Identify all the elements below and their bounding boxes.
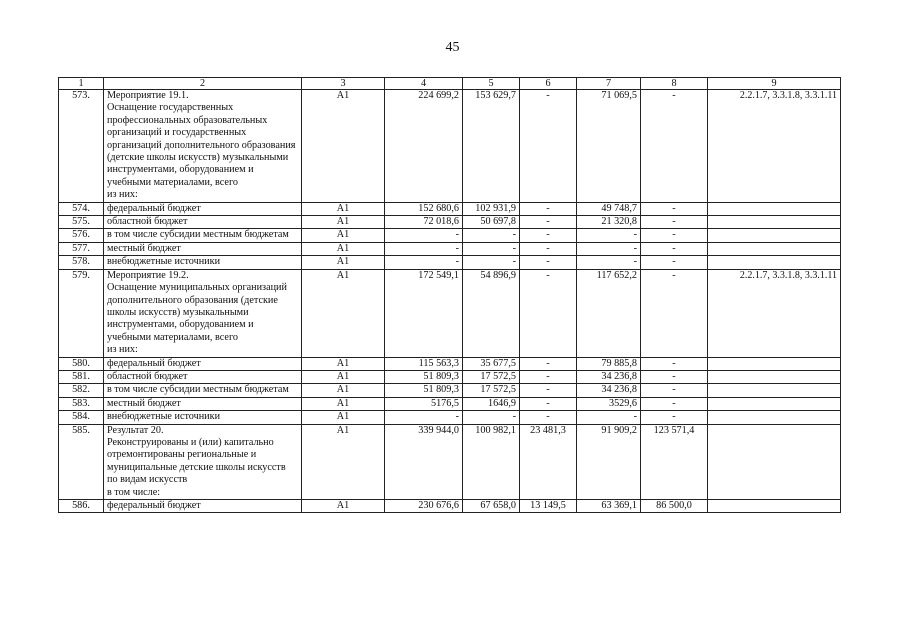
row-number: 576. (59, 229, 104, 242)
row-col-8: - (641, 357, 708, 370)
row-col-6: - (520, 370, 577, 383)
row-col-8: - (641, 370, 708, 383)
row-name: Мероприятие 19.1. Оснащение государственных профессиональных образовательных организаций и государственных организаций дополнительного образования (детские школы искусств) музыкальными инструментами, оборудованием и учебными материалами, всего из них: (104, 90, 302, 203)
table-row (59, 500, 841, 513)
row-name: местный бюджет (104, 397, 302, 410)
row-col-8: - (641, 229, 708, 242)
row-number: 584. (59, 411, 104, 424)
row-col-9 (708, 357, 841, 370)
row-col-7: 49 748,7 (577, 202, 641, 215)
header-col-5: 5 (463, 78, 520, 90)
header-col-9: 9 (708, 78, 841, 90)
row-col-9 (708, 384, 841, 397)
row-code: А1 (302, 216, 385, 229)
row-col-9: 2.2.1.7, 3.3.1.8, 3.3.1.11 (708, 269, 841, 357)
row-col-7: 34 236,8 (577, 370, 641, 383)
row-col-5: 153 629,7 (463, 90, 520, 203)
row-col-6: - (520, 90, 577, 203)
row-number: 586. (59, 500, 104, 513)
row-col-7: 79 885,8 (577, 357, 641, 370)
row-code: А1 (302, 370, 385, 383)
row-name: Мероприятие 19.2. Оснащение муниципальных организаций дополнительного образования (детские школы искусств) музыкальными инструментами, оборудованием и учебными материалами, всего из них: (104, 269, 302, 357)
table-row (59, 384, 841, 397)
row-number: 577. (59, 242, 104, 255)
row-col-7: 63 369,1 (577, 500, 641, 513)
page-number: 45 (445, 40, 460, 55)
row-code: А1 (302, 411, 385, 424)
row-col-4: - (385, 242, 463, 255)
row-code: А1 (302, 424, 385, 499)
row-col-8: 86 500,0 (641, 500, 708, 513)
row-code: А1 (302, 242, 385, 255)
row-col-4: - (385, 411, 463, 424)
row-col-7: 21 320,8 (577, 216, 641, 229)
row-name: внебюджетные источники (104, 411, 302, 424)
row-col-9 (708, 424, 841, 499)
table-row (59, 256, 841, 269)
row-col-6: - (520, 242, 577, 255)
row-col-4: 115 563,3 (385, 357, 463, 370)
table-row (59, 397, 841, 410)
row-code: А1 (302, 90, 385, 203)
row-col-6: - (520, 216, 577, 229)
row-number: 580. (59, 357, 104, 370)
row-col-9 (708, 229, 841, 242)
table-row (59, 242, 841, 255)
row-col-7: - (577, 256, 641, 269)
row-col-6: - (520, 357, 577, 370)
row-col-7: - (577, 242, 641, 255)
row-col-7: 3529,6 (577, 397, 641, 410)
header-col-2: 2 (104, 78, 302, 90)
table-row (59, 269, 841, 357)
row-name: Результат 20. Реконструированы и (или) капитально отремонтированы региональные и муниципальные детские школы искусств по видам искусств в том числе: (104, 424, 302, 499)
row-number: 582. (59, 384, 104, 397)
row-col-9 (708, 411, 841, 424)
row-code: А1 (302, 202, 385, 215)
row-col-8: - (641, 256, 708, 269)
row-col-8: - (641, 269, 708, 357)
table-row (59, 370, 841, 383)
row-code: А1 (302, 229, 385, 242)
row-col-9 (708, 370, 841, 383)
row-name: федеральный бюджет (104, 357, 302, 370)
row-number: 581. (59, 370, 104, 383)
row-col-6: - (520, 229, 577, 242)
row-col-9 (708, 242, 841, 255)
row-col-4: 230 676,6 (385, 500, 463, 513)
row-code: А1 (302, 500, 385, 513)
row-col-4: 5176,5 (385, 397, 463, 410)
row-col-8: - (641, 411, 708, 424)
row-col-5: - (463, 229, 520, 242)
row-number: 573. (59, 90, 104, 203)
row-col-7: 71 069,5 (577, 90, 641, 203)
row-col-4: - (385, 229, 463, 242)
row-name: федеральный бюджет (104, 202, 302, 215)
row-col-7: - (577, 229, 641, 242)
row-col-7: - (577, 411, 641, 424)
row-number: 579. (59, 269, 104, 357)
table-row (59, 202, 841, 215)
table-row (59, 216, 841, 229)
row-col-6: - (520, 384, 577, 397)
header-col-3: 3 (302, 78, 385, 90)
row-code: А1 (302, 256, 385, 269)
row-col-5: 1646,9 (463, 397, 520, 410)
row-col-9 (708, 397, 841, 410)
table-header-row (59, 78, 841, 90)
row-col-4: 51 809,3 (385, 384, 463, 397)
row-col-4: 72 018,6 (385, 216, 463, 229)
row-col-9: 2.2.1.7, 3.3.1.8, 3.3.1.11 (708, 90, 841, 203)
header-col-1: 1 (59, 78, 104, 90)
row-col-5: 17 572,5 (463, 384, 520, 397)
row-col-5: 50 697,8 (463, 216, 520, 229)
row-col-4: 339 944,0 (385, 424, 463, 499)
row-col-5: 102 931,9 (463, 202, 520, 215)
header-col-8: 8 (641, 78, 708, 90)
row-name: местный бюджет (104, 242, 302, 255)
row-col-5: - (463, 411, 520, 424)
row-col-7: 91 909,2 (577, 424, 641, 499)
row-number: 578. (59, 256, 104, 269)
row-col-5: 100 982,1 (463, 424, 520, 499)
row-col-6: 13 149,5 (520, 500, 577, 513)
row-col-9 (708, 216, 841, 229)
row-col-4: 224 699,2 (385, 90, 463, 203)
table-row (59, 424, 841, 499)
row-code: А1 (302, 269, 385, 357)
row-number: 575. (59, 216, 104, 229)
row-code: А1 (302, 357, 385, 370)
row-col-6: 23 481,3 (520, 424, 577, 499)
row-col-6: - (520, 397, 577, 410)
row-col-9 (708, 500, 841, 513)
row-col-8: - (641, 397, 708, 410)
row-col-5: 67 658,0 (463, 500, 520, 513)
row-name: федеральный бюджет (104, 500, 302, 513)
row-number: 585. (59, 424, 104, 499)
table-row (59, 229, 841, 242)
row-name: в том числе субсидии местным бюджетам (104, 384, 302, 397)
row-col-6: - (520, 202, 577, 215)
table-row (59, 357, 841, 370)
header-col-4: 4 (385, 78, 463, 90)
row-col-9 (708, 202, 841, 215)
row-col-4: 172 549,1 (385, 269, 463, 357)
row-col-8: - (641, 90, 708, 203)
row-name: областной бюджет (104, 216, 302, 229)
row-col-8: - (641, 202, 708, 215)
row-col-6: - (520, 411, 577, 424)
row-col-5: 54 896,9 (463, 269, 520, 357)
header-col-6: 6 (520, 78, 577, 90)
row-number: 574. (59, 202, 104, 215)
row-name: внебюджетные источники (104, 256, 302, 269)
row-name: областной бюджет (104, 370, 302, 383)
row-col-4: 152 680,6 (385, 202, 463, 215)
table-row (59, 90, 841, 203)
row-col-7: 117 652,2 (577, 269, 641, 357)
row-col-7: 34 236,8 (577, 384, 641, 397)
row-col-4: 51 809,3 (385, 370, 463, 383)
budget-table (58, 77, 841, 513)
row-code: А1 (302, 397, 385, 410)
row-col-6: - (520, 256, 577, 269)
header-col-7: 7 (577, 78, 641, 90)
row-col-4: - (385, 256, 463, 269)
row-name: в том числе субсидии местным бюджетам (104, 229, 302, 242)
row-number: 583. (59, 397, 104, 410)
table-row (59, 411, 841, 424)
row-col-5: 35 677,5 (463, 357, 520, 370)
row-col-8: - (641, 216, 708, 229)
row-code: А1 (302, 384, 385, 397)
row-col-5: - (463, 256, 520, 269)
row-col-9 (708, 256, 841, 269)
row-col-5: 17 572,5 (463, 370, 520, 383)
row-col-5: - (463, 242, 520, 255)
row-col-8: 123 571,4 (641, 424, 708, 499)
row-col-6: - (520, 269, 577, 357)
row-col-8: - (641, 384, 708, 397)
row-col-8: - (641, 242, 708, 255)
